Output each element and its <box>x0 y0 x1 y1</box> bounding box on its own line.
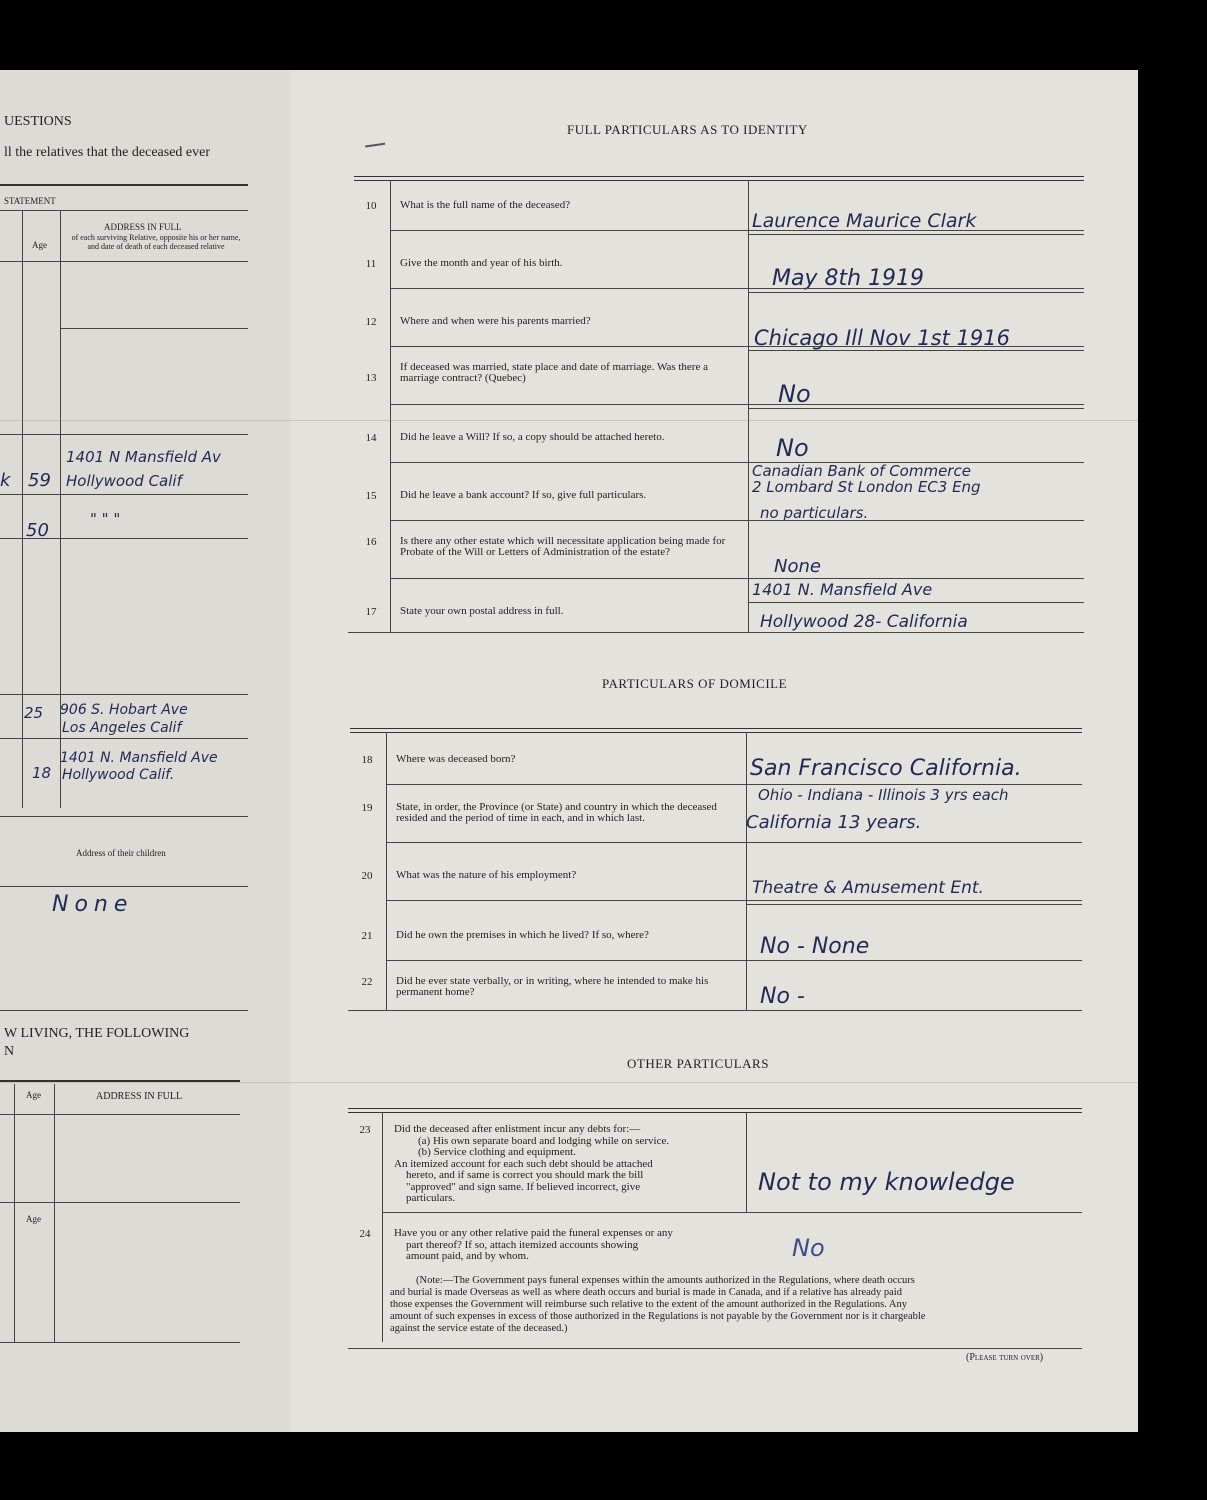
note-block <box>390 1275 1082 1335</box>
answer-handwriting: No <box>776 434 809 462</box>
statement-label: STATEMENT <box>4 196 56 206</box>
entry4-address-line2: Hollywood Calif. <box>62 767 175 783</box>
left-intro: ll the relatives that the deceased ever <box>4 145 211 160</box>
q24-line: amount paid, and by whom. <box>406 1250 529 1262</box>
col-age-2: Age <box>26 1090 41 1100</box>
q24-text <box>394 1228 673 1263</box>
answer-handwriting: California 13 years. <box>746 812 922 833</box>
q23-line: hereto, and if same is correct you should mark the bill <box>406 1169 644 1181</box>
note-line: against the service estate of the deceased.) <box>390 1323 568 1334</box>
question-number: 18 <box>361 754 373 766</box>
question-number: 11 <box>365 258 377 270</box>
q23-line: Did the deceased after enlistment incur any debts for:— <box>394 1123 641 1135</box>
section-other-title: OTHER PARTICULARS <box>627 1056 769 1071</box>
left-page <box>0 70 300 1432</box>
answer-handwriting: 2 Lombard St London EC3 Eng <box>752 478 981 496</box>
note-line: amount of such expenses in excess of those authorized in the Regulations is not payable by the Government nor is it chargeable <box>390 1311 926 1322</box>
answer-handwriting: Hollywood 28- California <box>760 612 968 632</box>
col-address-2: ADDRESS IN FULL <box>96 1091 183 1102</box>
q23-answer: Not to my knowledge <box>758 1168 1015 1196</box>
answer-handwriting: San Francisco California. <box>750 756 1022 781</box>
turn-over-note: (Please turn over) <box>966 1352 1044 1363</box>
answer-handwriting: Laurence Maurice Clark <box>752 210 977 232</box>
question-number: 15 <box>365 490 377 502</box>
answer-handwriting: Canadian Bank of Commerce <box>752 462 971 480</box>
tear-mark <box>365 143 387 160</box>
question-number: 12 <box>365 316 377 328</box>
answer-handwriting: 1401 N. Mansfield Ave <box>752 580 933 599</box>
q24-number: 24 <box>359 1228 371 1240</box>
q23-line: An itemized account for each such debt should be attached <box>394 1157 653 1170</box>
children-label: Address of their children <box>76 848 166 858</box>
question-text: What was the nature of his employment? <box>396 869 577 881</box>
answer-handwriting: Chicago Ill Nov 1st 1916 <box>754 326 1010 350</box>
question-text: Did he ever state verbally, or in writing, where he intended to make his permanent home? <box>396 975 709 998</box>
entry3-address-line2: Los Angeles Calif <box>62 720 182 736</box>
question-number: 21 <box>361 930 373 942</box>
answer-handwriting: no particulars. <box>760 504 869 522</box>
note-line: and burial is made Overseas as well as where death occurs and burial is made in Canada, and if a relative has already paid <box>390 1287 902 1298</box>
right-page <box>290 70 1138 1432</box>
question-text: Where was deceased born? <box>396 753 516 765</box>
question-number: 17 <box>365 606 377 618</box>
entry4-address-line1: 1401 N. Mansfield Ave <box>60 750 218 766</box>
answer-handwriting: No <box>778 380 811 408</box>
entry3-age: 25 <box>24 704 44 722</box>
fold-line <box>0 420 1138 421</box>
question-number: 16 <box>365 536 377 548</box>
answer-handwriting: No - None <box>760 934 870 959</box>
q23-line: particulars. <box>406 1192 456 1204</box>
q23-text <box>394 1124 669 1205</box>
entry1-address-line2: Hollywood Calif <box>66 472 182 490</box>
entry1-prefix: k <box>0 470 11 491</box>
fold-line <box>0 1082 1138 1083</box>
left-heading: UESTIONS <box>4 114 72 129</box>
q23-line: (a) His own separate board and lodging while on service. <box>418 1134 670 1147</box>
entry1-age: 59 <box>28 470 51 491</box>
col-age-3: Age <box>26 1214 41 1224</box>
living-heading: W LIVING, THE FOLLOWING <box>4 1026 190 1041</box>
q24-line: Have you or any other relative paid the funeral expenses or any <box>394 1227 673 1239</box>
question-text: What is the full name of the deceased? <box>400 199 571 211</box>
entry2-address: " " " <box>90 510 121 528</box>
question-number: 20 <box>361 870 373 882</box>
entry2-age: 50 <box>26 520 49 541</box>
col-address-sub: of each surviving Relative, opposite his or her name, and date of death of each deceased relative <box>71 233 241 251</box>
note-line: those expenses the Government will reimburse such relative to the extent of the amount authorized in the Regulations. Any <box>390 1299 907 1310</box>
entry3-address-line1: 906 S. Hobart Ave <box>60 702 188 718</box>
q24-line: part thereof? If so, attach itemized accounts showing <box>406 1238 639 1251</box>
answer-handwriting: None <box>774 556 821 577</box>
question-text: Did he own the premises in which he lived? If so, where? <box>396 929 649 941</box>
question-number: 22 <box>361 976 373 988</box>
children-value: None <box>52 892 134 917</box>
answer-handwriting: Ohio - Indiana - Illinois 3 yrs each <box>758 786 1009 804</box>
question-text: If deceased was married, state place and date of marriage. Was there a marriage contract? (Quebec) <box>400 361 708 384</box>
question-text: Did he leave a Will? If so, a copy should be attached hereto. <box>400 431 665 443</box>
q23-number: 23 <box>359 1124 371 1136</box>
question-number: 14 <box>365 432 377 444</box>
answer-handwriting: Theatre & Amusement Ent. <box>752 878 984 898</box>
question-number: 13 <box>365 372 377 384</box>
note-line: (Note:—The Government pays funeral expenses within the amounts authorized in the Regulations, where death occurs <box>416 1275 915 1286</box>
question-text: State, in order, the Province (or State) and country in which the deceased resided and the period of time in each, and in which last. <box>396 801 717 824</box>
answer-handwriting: May 8th 1919 <box>772 266 925 291</box>
question-number: 10 <box>365 200 377 212</box>
question-number: 19 <box>361 802 373 814</box>
question-text: Give the month and year of his birth. <box>400 257 563 269</box>
section-identity-title: FULL PARTICULARS AS TO IDENTITY <box>567 122 808 137</box>
q23-line: (b) Service clothing and equipment. <box>418 1146 576 1158</box>
section-domicile-title: PARTICULARS OF DOMICILE <box>602 676 788 691</box>
entry4-age: 18 <box>32 764 52 782</box>
question-text: Did he leave a bank account? If so, give full particulars. <box>400 489 647 501</box>
question-text: Where and when were his parents married? <box>400 315 591 327</box>
col-age: Age <box>32 240 47 250</box>
col-address: ADDRESS IN FULL <box>104 222 182 232</box>
living-heading-2: N <box>4 1044 15 1059</box>
question-text: Is there any other estate which will necessitate application being made for Probate of the Will or Letters of Administration of the estate? <box>400 535 726 558</box>
answer-handwriting: No - <box>760 984 805 1009</box>
question-text: State your own postal address in full. <box>400 605 564 617</box>
q23-line: "approved" and sign same. If believed incorrect, give <box>406 1180 641 1193</box>
q24-answer: No <box>792 1234 825 1262</box>
entry1-address-line1: 1401 N Mansfield Av <box>66 448 221 466</box>
